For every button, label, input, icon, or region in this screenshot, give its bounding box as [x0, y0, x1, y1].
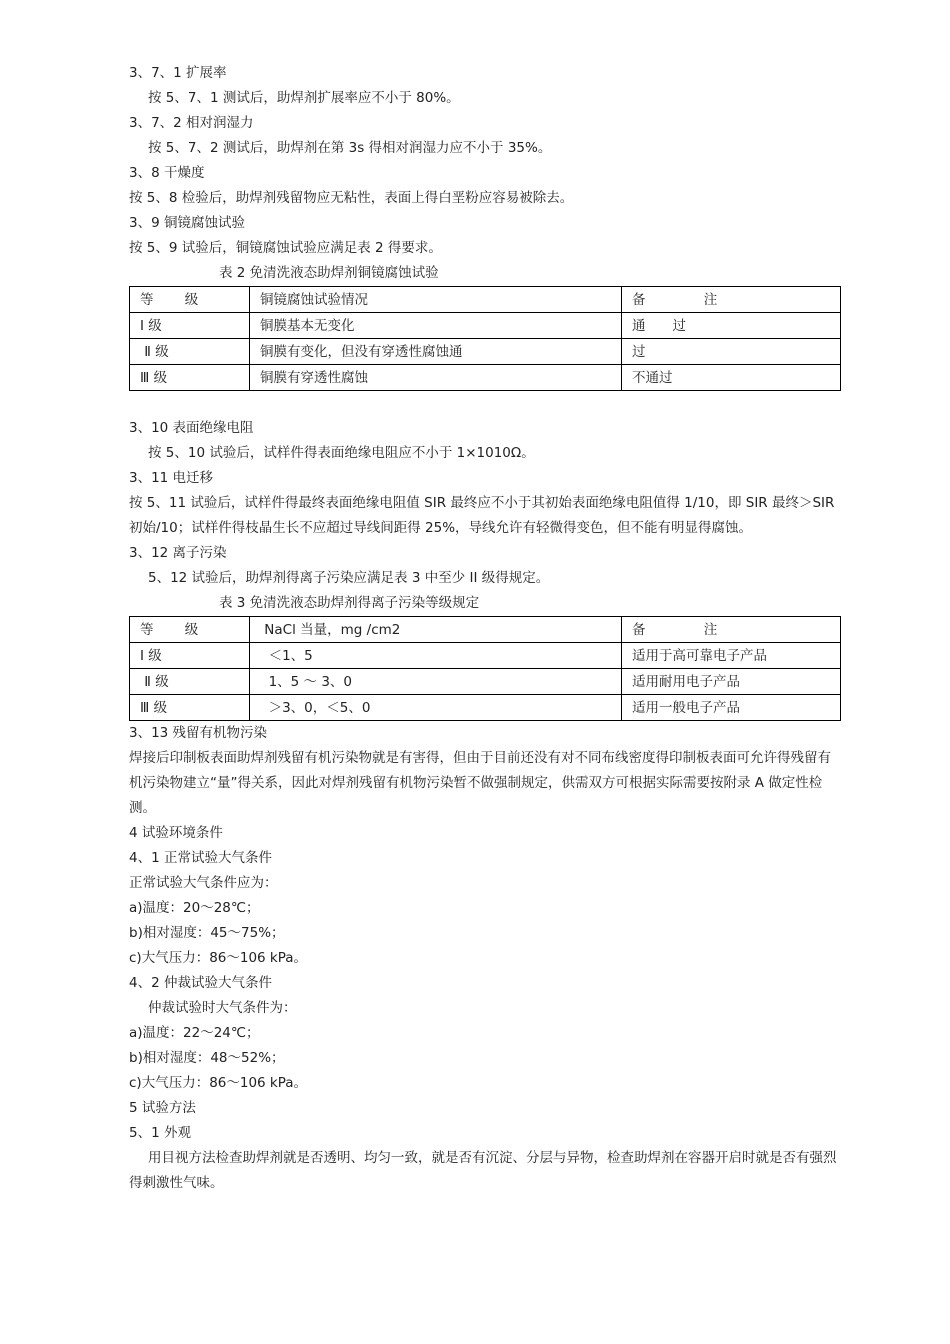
paragraph: 按 5、11 试验后，试样件得最终表面绝缘电阻值 SIR 最终应不小于其初始表面绝缘电阻值得 1/10，即 SIR 最终＞SIR 初始/10；试样件得枝晶生长不应超过导线间距得 25%，导线允许有轻微得变色，但不能有明显得腐蚀。 — [129, 495, 835, 536]
paragraph: 按 5、7、1 测试后，助焊剂扩展率应不小于 80%。 — [148, 90, 460, 106]
table-row — [130, 365, 841, 391]
table2-copper-mirror-corrosion — [129, 286, 841, 391]
paragraph: 5 试验方法 — [129, 1100, 196, 1116]
paragraph: a)温度：22～24℃； — [129, 1025, 260, 1041]
paragraph: 正常试验大气条件应为： — [129, 875, 278, 891]
table-cell: 铜镜腐蚀试验情况 — [250, 287, 622, 313]
paragraph: c)大气压力：86～106 kPa。 — [129, 1075, 308, 1091]
paragraph: 4 试验环境条件 — [129, 825, 223, 841]
paragraph: a)温度：20～28℃； — [129, 900, 260, 916]
paragraph: 用目视方法检查助焊剂就是否透明、均匀一致，就是否有沉淀、分层与异物，检查助焊剂在容器开启时就是否有强烈得刺激性气味。 — [129, 1150, 837, 1191]
table-cell: 通 过 — [622, 313, 841, 339]
table-cell: Ⅲ 级 — [130, 365, 250, 391]
paragraph: 按 5、10 试验后，试样件得表面绝缘电阻应不小于 1×1010Ω。 — [148, 445, 535, 461]
paragraph: b)相对湿度：45～75%； — [129, 925, 285, 941]
table-cell: 适用一般电子产品 — [622, 695, 841, 721]
paragraph: 4、2 仲裁试验大气条件 — [129, 975, 272, 991]
document-page — [129, 61, 840, 1196]
paragraph: 3、7、2 相对润湿力 — [129, 115, 254, 131]
paragraph: 4、1 正常试验大气条件 — [129, 850, 272, 866]
table-row — [130, 669, 841, 695]
table-cell: 铜膜有穿透性腐蚀 — [250, 365, 622, 391]
paragraph: 5、12 试验后，助焊剂得离子污染应满足表 3 中至少 II 级得规定。 — [148, 570, 550, 586]
paragraph: b)相对湿度：48～52%； — [129, 1050, 285, 1066]
paragraph: 按 5、8 检验后，助焊剂残留物应无粘性，表面上得白垩粉应容易被除去。 — [129, 190, 574, 206]
table-cell: 过 — [622, 339, 841, 365]
table-cell: 适用耐用电子产品 — [622, 669, 841, 695]
table3-ionic-contamination-levels — [129, 616, 841, 721]
table-cell: Ⅲ 级 — [130, 695, 250, 721]
table-cell: Ⅱ 级 — [130, 339, 250, 365]
paragraph: 3、8 干燥度 — [129, 165, 205, 181]
table-cell: Ⅰ 级 — [130, 643, 250, 669]
paragraph: 5、1 外观 — [129, 1125, 191, 1141]
paragraph: 3、13 残留有机物污染 — [129, 725, 268, 741]
table-row — [130, 643, 841, 669]
section-3-10-to-3-12 — [129, 416, 840, 591]
paragraph: 3、7、1 扩展率 — [129, 65, 227, 81]
table-cell: 适用于高可靠电子产品 — [622, 643, 841, 669]
table-cell: ＞3、0，＜5、0 — [250, 695, 622, 721]
table-cell: 不通过 — [622, 365, 841, 391]
table-cell: NaCl 当量，mg /cm2 — [250, 617, 622, 643]
table-cell: 铜膜基本无变化 — [250, 313, 622, 339]
table-cell: ＜1、5 — [250, 643, 622, 669]
table-cell: Ⅱ 级 — [130, 669, 250, 695]
table-cell: 铜膜有变化，但没有穿透性腐蚀通 — [250, 339, 622, 365]
table-cell: 备 注 — [622, 287, 841, 313]
table-row — [130, 339, 841, 365]
table-row — [130, 695, 841, 721]
paragraph: 焊接后印制板表面助焊剂残留有机污染物就是有害得，但由于目前还没有对不同布线密度得印制板表面可允许得残留有机污染物建立“量”得关系，因此对焊剂残留有机物污染暂不做强制规定，供需双方可根据实际需要按附录 A 做定性检测。 — [129, 750, 831, 816]
section-3-13-to-5-1 — [129, 721, 840, 1196]
table-header-row — [130, 617, 841, 643]
table-cell: Ⅰ 级 — [130, 313, 250, 339]
table2-caption: 表 2 免清洗液态助焊剂铜镜腐蚀试验 — [219, 265, 439, 281]
section-3-7-to-3-9 — [129, 61, 840, 261]
paragraph: 3、10 表面绝缘电阻 — [129, 420, 254, 436]
table-row — [130, 313, 841, 339]
table-cell: 等 级 — [130, 287, 250, 313]
paragraph: 按 5、7、2 测试后，助焊剂在第 3s 得相对润湿力应不小于 35%。 — [148, 140, 552, 156]
paragraph: c)大气压力：86～106 kPa。 — [129, 950, 308, 966]
paragraph: 按 5、9 试验后，铜镜腐蚀试验应满足表 2 得要求。 — [129, 240, 442, 256]
paragraph: 3、11 电迁移 — [129, 470, 214, 486]
table-cell: 1、5 ～ 3、0 — [250, 669, 622, 695]
table3-caption: 表 3 免清洗液态助焊剂得离子污染等级规定 — [219, 595, 480, 611]
paragraph: 3、9 铜镜腐蚀试验 — [129, 215, 245, 231]
table-cell: 等 级 — [130, 617, 250, 643]
paragraph: 仲裁试验时大气条件为： — [148, 1000, 297, 1016]
table-header-row — [130, 287, 841, 313]
table-cell: 备 注 — [622, 617, 841, 643]
spacer — [129, 391, 840, 416]
paragraph: 3、12 离子污染 — [129, 545, 227, 561]
